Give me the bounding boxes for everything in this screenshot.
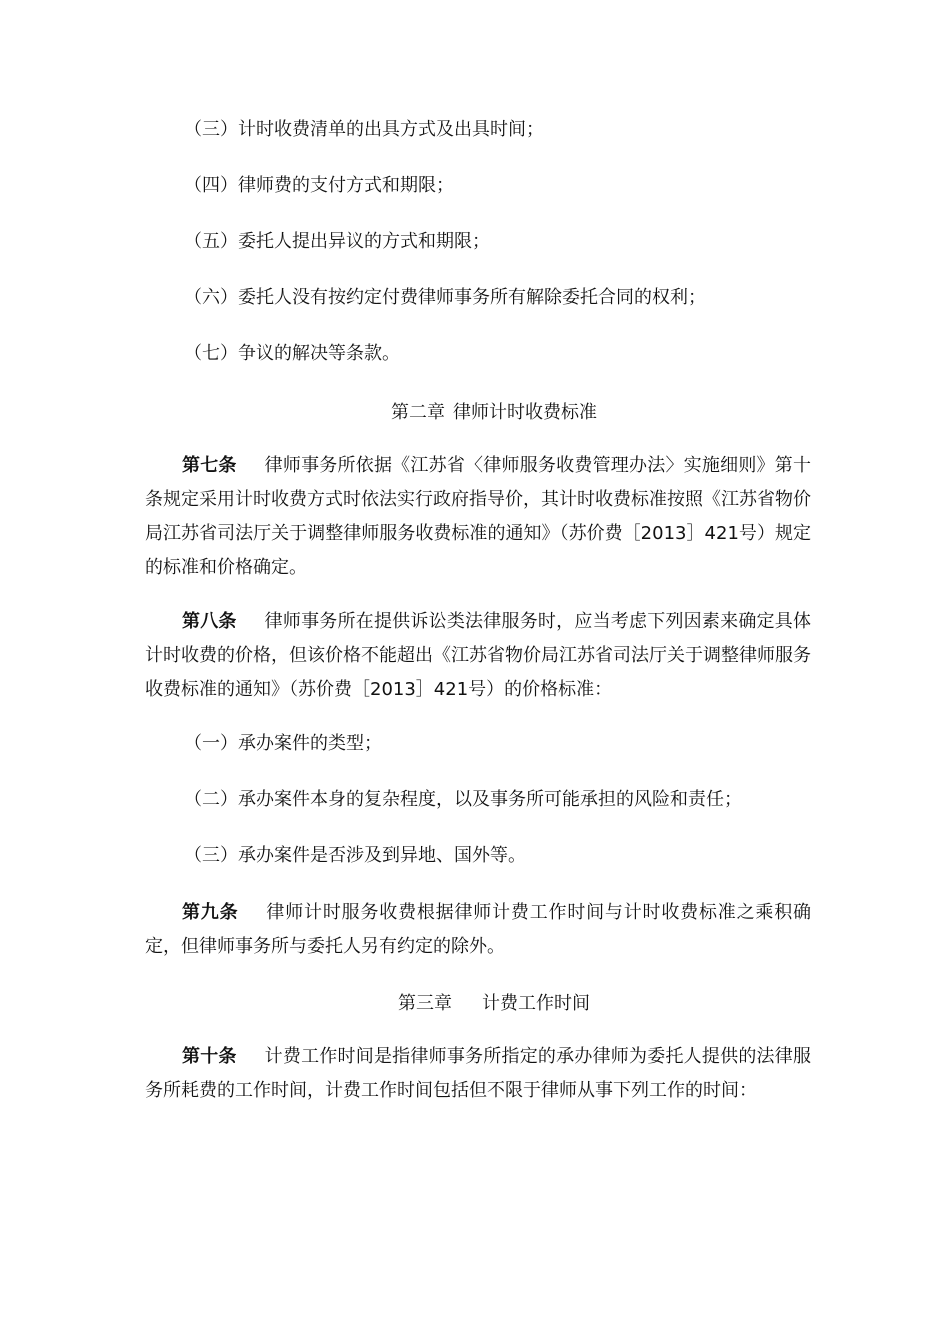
chapter-title: 律师计时收费标准 [453, 402, 597, 423]
chapter-number: 第三章 [398, 993, 452, 1014]
list-item: （三）计时收费清单的出具方式及出具时间； [184, 119, 544, 140]
list-item: （六）委托人没有按约定付费律师事务所有解除委托合同的权利； [184, 287, 706, 308]
article-text: 律师计时服务收费根据律师计费工作时间与计时收费标准之乘积确定，但律师事务所与委托人另有约定的除外。 [145, 902, 811, 957]
list-item: （三）承办案件是否涉及到异地、国外等。 [184, 845, 526, 866]
article-text: 律师事务所依据《江苏省〈律师服务收费管理办法〉实施细则》第十条规定采用计时收费方式时依法实行政府指导价，其计时收费标准按照《江苏省物价局江苏省司法厅关于调整律师服务收费标准的通知》（苏价费［2013］421号）规定的标准和价格确定。 [145, 455, 811, 578]
article-label: 第八条 [182, 611, 237, 632]
article-label: 第九条 [182, 902, 239, 923]
chapter-heading [0, 987, 950, 1021]
article-text: 律师事务所在提供诉讼类法律服务时，应当考虑下列因素来确定具体计时收费的价格，但该价格不能超出《江苏省物价局江苏省司法厅关于调整律师服务收费标准的通知》（苏价费［2013］421号）的价格标准： [145, 611, 811, 700]
article-text: 计费工作时间是指律师事务所指定的承办律师为委托人提供的法律服务所耗费的工作时间，计费工作时间包括但不限于律师从事下列工作的时间： [145, 1046, 811, 1101]
article-paragraph [145, 1040, 811, 1108]
list-item: （四）律师费的支付方式和期限； [184, 175, 454, 196]
article-label: 第七条 [182, 455, 237, 476]
article-paragraph [145, 449, 811, 585]
article-paragraph [145, 896, 811, 964]
list-item: （五）委托人提出异议的方式和期限； [184, 231, 490, 252]
article-paragraph [145, 605, 811, 707]
chapter-number: 第二章 [391, 402, 445, 423]
chapter-heading [0, 396, 950, 430]
chapter-title: 计费工作时间 [482, 993, 590, 1014]
list-item: （二）承办案件本身的复杂程度，以及事务所可能承担的风险和责任； [184, 789, 742, 810]
list-item: （一）承办案件的类型； [184, 733, 382, 754]
article-label: 第十条 [182, 1046, 237, 1067]
list-item: （七）争议的解决等条款。 [184, 343, 400, 364]
